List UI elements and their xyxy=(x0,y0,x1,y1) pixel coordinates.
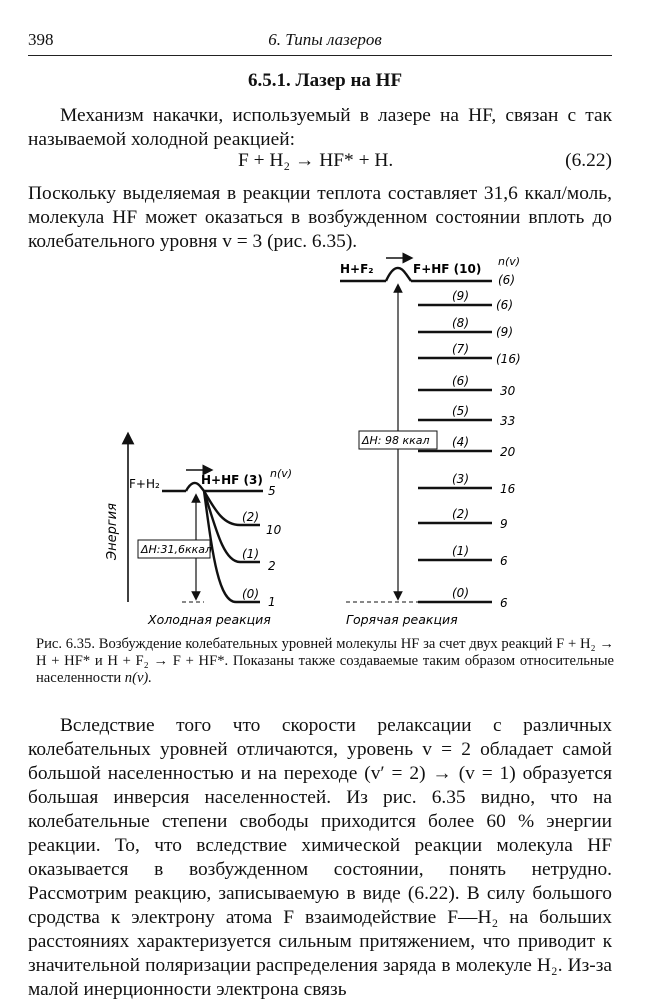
figure-caption-tail: n(v). xyxy=(124,670,152,686)
hot-label-8: (8) xyxy=(452,316,469,330)
cold-reactants-label: F+H₂ xyxy=(129,477,160,491)
hot-population-7: (16) xyxy=(496,352,521,366)
hot-population-8: (9) xyxy=(496,325,513,339)
paragraph-1: Механизм накачки, используемый в лазере на HF, связан с так называемой холодной реакцией: xyxy=(28,105,612,150)
hot-population-10: (6) xyxy=(498,273,515,287)
hot-label-9: (9) xyxy=(452,289,469,303)
hot-population-6: 30 xyxy=(500,384,516,398)
energy-level-diagram xyxy=(100,250,540,634)
hot-reactants-label: H+F₂ xyxy=(340,262,374,276)
paragraph-2: Поскольку выделяемая в реакции теплота составляет 31,6 ккал/моль, молекула HF может оказаться в возбужденном состоянии вплоть до колебательного уровня v = 3 (рис. 6.35). xyxy=(28,183,612,252)
hot-label-3: (3) xyxy=(452,472,469,486)
figure-caption xyxy=(36,636,614,687)
cold-label-1: (1) xyxy=(242,547,259,561)
cold-column-header: n(v) xyxy=(270,467,293,480)
hot-population-4: 20 xyxy=(500,445,516,459)
hot-population-5: 33 xyxy=(500,414,516,428)
cold-label-0: (0) xyxy=(242,587,259,601)
figure-6-35 xyxy=(100,250,540,639)
section-title: 6.5.1. Лазер на HF xyxy=(247,70,403,91)
hot-label-4: (4) xyxy=(452,435,469,449)
cold-population-3: 5 xyxy=(268,484,276,498)
page-header xyxy=(28,30,622,54)
hot-population-1: 6 xyxy=(500,554,508,568)
running-title: 6. Типы лазеров xyxy=(268,30,382,49)
paragraph-3: Вследствие того что скорости релаксации с различных колебательных уровней отличаются, уровень v = 2 обладает самой большой населенностью и на переходе (v′ = 2) → (v = 1) образуется большая инверсия населенностей. Из рис. 6.35 видно, что на колебательные степени свободы приходится более 60 % энергии реакции. То, что вследствие химической реакции молекула HF оказывается в возбужденном состоянии, понять нетрудно. Рассмотрим реакцию, записываемую в виде (6.22). В силу большого сродства к электрону атома F взаимодействие F—H₂ на больших расстояниях характеризуется сильным притяжением, что приводит к значительной поляризации распределения заряда в молекуле H₂. Из-за малой инерционности электрона связь xyxy=(28,715,612,1000)
hot-products-label: F+HF (10) xyxy=(413,262,482,276)
hot-delta-label: ΔH: 98 ккал xyxy=(362,434,430,447)
hot-label-6: (6) xyxy=(452,374,469,388)
hot-label-0: (0) xyxy=(452,586,469,600)
cold-label-2: (2) xyxy=(242,510,259,524)
hot-population-2: 9 xyxy=(500,517,508,531)
hot-barrier xyxy=(386,268,411,281)
page-number: 398 xyxy=(28,30,54,49)
energy-axis-label: Энергия xyxy=(105,503,120,560)
equation-6-22 xyxy=(0,150,650,176)
hot-population-9: (6) xyxy=(496,298,513,312)
header-rule xyxy=(28,55,612,56)
hot-column-header: n(v) xyxy=(498,255,521,268)
hot-population-0: 6 xyxy=(500,596,508,610)
hot-population-3: 16 xyxy=(500,482,516,496)
cold-population-2: 10 xyxy=(266,523,282,537)
cold-population-0: 1 xyxy=(268,595,276,609)
hot-reaction-caption: Горячая реакция xyxy=(346,612,458,627)
equation-number: (6.22) xyxy=(565,150,612,171)
equation-body: F + H₂ → HF* + H. xyxy=(238,150,394,171)
hot-label-7: (7) xyxy=(452,342,469,356)
hot-label-1: (1) xyxy=(452,544,469,558)
hot-label-5: (5) xyxy=(452,404,469,418)
hot-label-2: (2) xyxy=(452,507,469,521)
cold-population-1: 2 xyxy=(268,559,276,573)
figure-caption-main: Рис. 6.35. Возбуждение колебательных уровней молекулы HF за счет двух реакций F + H₂ → H + HF* и H + F₂ → F + HF*. Показаны также создаваемые таким образом относительные населенности xyxy=(36,636,614,686)
cold-reaction-caption: Холодная реакция xyxy=(148,612,271,627)
cold-products-label: H+HF (3) xyxy=(201,473,263,487)
cold-delta-label: ΔH:31,6ккал xyxy=(141,543,213,556)
